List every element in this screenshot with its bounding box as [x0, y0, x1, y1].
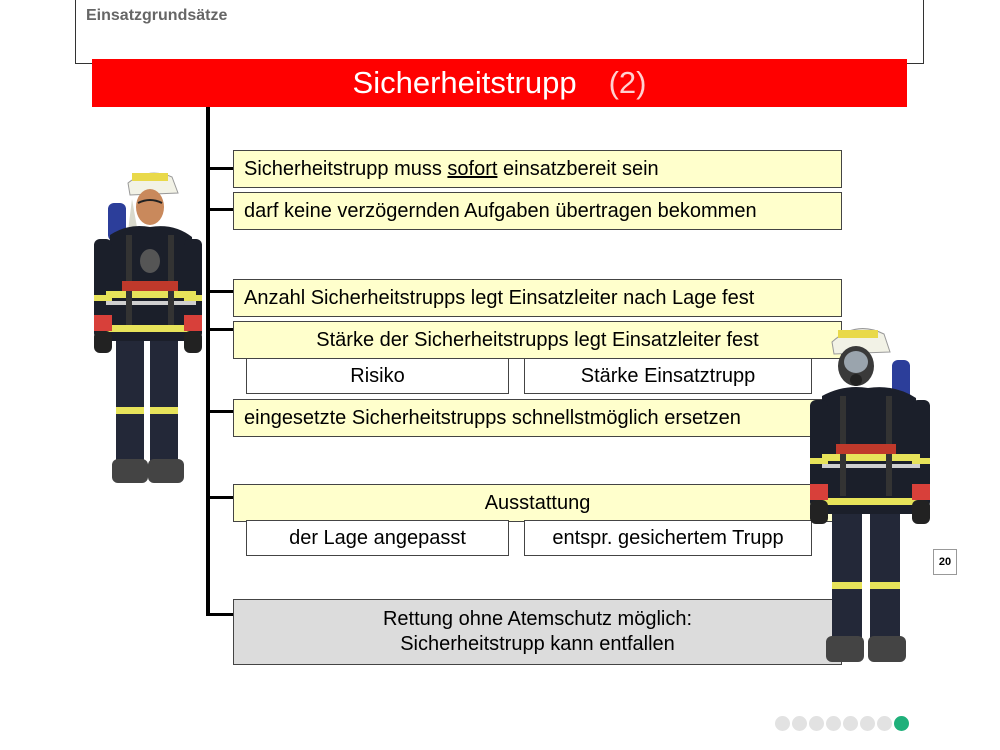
- item-text-line: Sicherheitstrupp kann entfallen: [400, 633, 675, 655]
- title-bar: [92, 59, 907, 107]
- item-team-strength: [233, 321, 842, 359]
- firefighter-left-illustration: [88, 163, 206, 493]
- item-no-delaying-tasks: [233, 192, 842, 230]
- page-number: 20: [933, 549, 957, 575]
- item-equipment: [233, 484, 842, 522]
- title-number: (2): [608, 65, 647, 100]
- item-text-pre: Sicherheitstrupp muss: [244, 157, 448, 180]
- progress-dot[interactable]: [775, 716, 790, 731]
- progress-dot[interactable]: [826, 716, 841, 731]
- tree-vertical-line: [206, 107, 210, 616]
- title-text: Sicherheitstrupp: [352, 65, 577, 100]
- tree-connector: [206, 208, 234, 211]
- progress-dot[interactable]: [843, 716, 858, 731]
- item-replace-teams: [233, 399, 842, 437]
- sub-item-entry-team-strength: [524, 358, 812, 394]
- progress-dot[interactable]: [792, 716, 807, 731]
- progress-dot[interactable]: [809, 716, 824, 731]
- item-text: Anzahl Sicherheitstrupps legt Einsatzleiter nach Lage fest: [244, 286, 755, 309]
- item-text-line: Rettung ohne Atemschutz möglich:: [382, 608, 693, 630]
- progress-dot[interactable]: [877, 716, 892, 731]
- sub-item-text: Stärke Einsatztrupp: [580, 364, 756, 387]
- sub-item-text: der Lage angepasst: [289, 526, 466, 549]
- sub-item-secured-team: [524, 520, 812, 556]
- item-immediately-ready: [233, 150, 842, 188]
- tree-connector: [206, 613, 234, 616]
- item-text: Stärke der Sicherheitstrupps legt Einsatzleiter fest: [316, 328, 759, 351]
- firefighter-right-illustration: [808, 318, 933, 670]
- item-text-emphasis: sofort: [447, 157, 498, 180]
- tree-connector: [206, 496, 234, 499]
- progress-dot-current[interactable]: [894, 716, 909, 731]
- sub-item-text: Risiko: [350, 364, 405, 387]
- section-label: Einsatzgrundsätze: [86, 7, 228, 24]
- item-text: Ausstattung: [484, 491, 591, 514]
- item-text: darf keine verzögernden Aufgaben übertragen bekommen: [244, 199, 757, 222]
- sub-item-adapted-to-situation: [246, 520, 509, 556]
- tree-connector: [206, 167, 234, 170]
- progress-indicator: [775, 716, 909, 731]
- sub-item-risk: [246, 358, 509, 394]
- sub-item-text: entspr. gesichertem Trupp: [552, 526, 784, 549]
- tree-connector: [206, 290, 234, 293]
- item-rescue-without-breathing-apparatus: [233, 599, 842, 665]
- item-text-post: einsatzbereit sein: [497, 157, 659, 180]
- tree-connector: [206, 328, 234, 331]
- item-number-of-teams: [233, 279, 842, 317]
- tree-connector: [206, 410, 234, 413]
- progress-dot[interactable]: [860, 716, 875, 731]
- item-text: eingesetzte Sicherheitstrupps schnellstmöglich ersetzen: [244, 406, 741, 429]
